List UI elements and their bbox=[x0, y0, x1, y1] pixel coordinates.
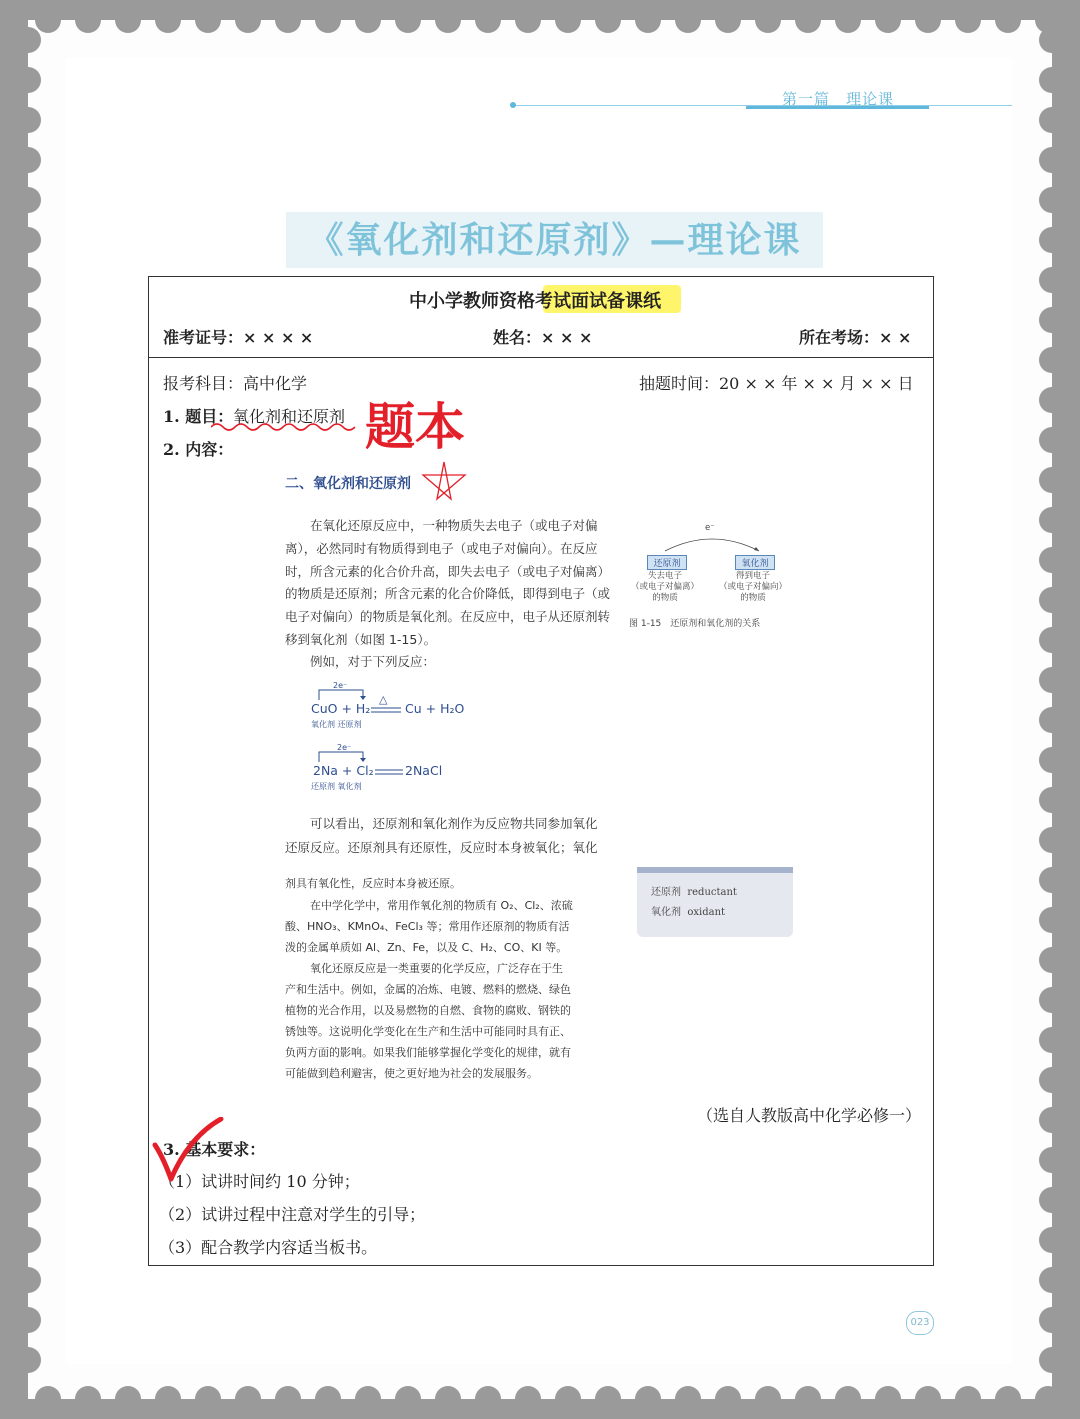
reductant-desc-1: 失去电子 bbox=[647, 571, 682, 581]
eq2-electrons: 2e⁻ bbox=[337, 743, 352, 752]
para4-line-7: 锈蚀等。这说明化学变化在生产和生活中可能同时具有正、 bbox=[285, 1025, 571, 1038]
eq2-roles: 还原剂 氧化剂 bbox=[311, 782, 362, 791]
reductant-desc-3: 的物质 bbox=[652, 593, 678, 603]
figure-reductant-box: 还原剂 bbox=[647, 555, 687, 570]
topic-text: 氧化剂和还原剂 bbox=[233, 407, 346, 426]
eq1-condition: △ bbox=[379, 693, 388, 706]
section-label: 第一篇 理论课 bbox=[782, 90, 895, 108]
candidate-name: 姓名：× × × bbox=[493, 328, 593, 347]
exam-venue: 所在考场：× × bbox=[799, 328, 912, 347]
para4-line-9: 可能做到趋利避害，使之更好地为社会的发展服务。 bbox=[285, 1067, 538, 1080]
vocab-box bbox=[637, 867, 793, 937]
para4-line-8: 负两方面的影响。如果我们能够掌握化学变化的规律，就有 bbox=[285, 1046, 571, 1059]
eq2-reactants: 2Na + Cl₂ bbox=[313, 763, 374, 778]
figure-oxidant-box: 氧化剂 bbox=[735, 555, 775, 570]
requirement-2: （2）试讲过程中注意对学生的引导； bbox=[159, 1205, 426, 1224]
eq2-equals bbox=[375, 769, 403, 775]
document-page bbox=[66, 58, 1012, 1364]
eq1-equals bbox=[371, 707, 401, 713]
vocab-zh-1: 还原剂 bbox=[651, 887, 681, 898]
paragraph-1: 在氧化还原反应中，一种物质失去电子（或电子对偏离），必然同时有物质得到电子（或电子对偏向）。在反应时，所含元素的化合价升高，即失去电子（或电子对偏离）的物质是还原剂；所含元素的化合价降低，即得到电子（或电子对偏向）的物质是氧化剂。在反应中，电子从还原剂转移到氧化剂（如图 1-15）。 bbox=[285, 518, 611, 647]
handwritten-note: 题本 bbox=[365, 398, 465, 456]
oxidant-desc-2: （或电子对偏向） bbox=[718, 582, 787, 592]
vocab-en-2: oxidant bbox=[687, 907, 726, 918]
requirement-3: （3）配合教学内容适当板书。 bbox=[159, 1238, 378, 1257]
textbook-heading: 二、氧化剂和还原剂 bbox=[285, 476, 411, 492]
vocab-row-1 bbox=[651, 883, 737, 898]
reductant-desc-2: （或电子对偏离） bbox=[630, 582, 699, 592]
figure-electron: e⁻ bbox=[705, 523, 715, 533]
header-divider bbox=[149, 357, 933, 358]
page-title: 《氧化剂和还原剂》—理论课 bbox=[307, 219, 802, 261]
checkmark-icon bbox=[149, 1117, 229, 1187]
content-label: 2. 内容： bbox=[163, 440, 234, 459]
para4-line-4: 氧化还原反应是一类重要的化学反应，广泛存在于生 bbox=[310, 962, 563, 975]
paragraph-2: 例如，对于下列反应： bbox=[310, 654, 436, 669]
para4-line-6: 植物的光合作用，以及易燃物的自燃、食物的腐败、钢铁的 bbox=[285, 1004, 571, 1017]
eq2-arrow bbox=[315, 749, 367, 763]
figure-caption: 图 1-15 还原剂和氧化剂的关系 bbox=[629, 619, 761, 629]
eq1-products: Cu + H₂O bbox=[405, 701, 465, 716]
vocab-en-1: reductant bbox=[687, 887, 737, 898]
paragraph-3b: 还原反应。还原剂具有还原性，反应时本身被氧化；氧化 bbox=[285, 840, 598, 855]
oxidant-desc-3: 的物质 bbox=[740, 593, 766, 603]
para4-line-2: 酸、HNO₃、KMnO₄、FeCl₃ 等；常用作还原剂的物质有活 bbox=[285, 920, 570, 933]
header-dot bbox=[510, 102, 516, 108]
prep-sheet bbox=[148, 276, 934, 1266]
paragraph-3c: 剂具有氧化性，反应时本身被还原。 bbox=[285, 877, 461, 890]
star-mark bbox=[419, 459, 469, 505]
wavy-underline bbox=[211, 421, 361, 433]
draw-time: 抽题时间：20 × × 年 × × 月 × × 日 bbox=[639, 374, 914, 393]
figure-electron-arc bbox=[657, 531, 767, 553]
subject: 报考科目：高中化学 bbox=[163, 374, 308, 393]
source-note: （选自人教版高中化学必修一） bbox=[697, 1106, 922, 1125]
eq2-products: 2NaCl bbox=[405, 763, 443, 778]
eq1-reactants: CuO + H₂ bbox=[311, 701, 371, 716]
para4-line-5: 产和生活中。例如，金属的冶炼、电镀、燃料的燃烧、绿色 bbox=[285, 983, 571, 996]
vocab-zh-2: 氧化剂 bbox=[651, 907, 681, 918]
para4-line-1: 在中学化学中，常用作氧化剂的物质有 O₂、Cl₂、浓硫 bbox=[310, 899, 573, 912]
topic-label: 1. 题目： bbox=[163, 407, 234, 426]
vocab-row-2 bbox=[651, 903, 725, 918]
eq1-arrow bbox=[315, 687, 367, 701]
requirements-label: 3. 基本要求： bbox=[163, 1140, 266, 1159]
eq1-electrons: 2e⁻ bbox=[333, 681, 348, 690]
paragraph-3a: 可以看出，还原剂和氧化剂作为反应物共同参加氧化 bbox=[310, 816, 598, 831]
sheet-title: 中小学教师资格考试面试备课纸 bbox=[409, 291, 661, 312]
para4-line-3: 泼的金属单质如 Al、Zn、Fe，以及 C、H₂、CO、KI 等。 bbox=[285, 941, 568, 954]
figure-reductant-desc bbox=[621, 571, 709, 604]
page-number: 023 bbox=[906, 1311, 934, 1335]
requirement-1: （1）试讲时间约 10 分钟； bbox=[159, 1172, 360, 1191]
oxidant-desc-1: 得到电子 bbox=[735, 571, 770, 581]
figure-oxidant-desc bbox=[709, 571, 797, 604]
exam-number: 准考证号：× × × × bbox=[163, 328, 314, 347]
eq1-roles: 氧化剂 还原剂 bbox=[311, 720, 362, 729]
